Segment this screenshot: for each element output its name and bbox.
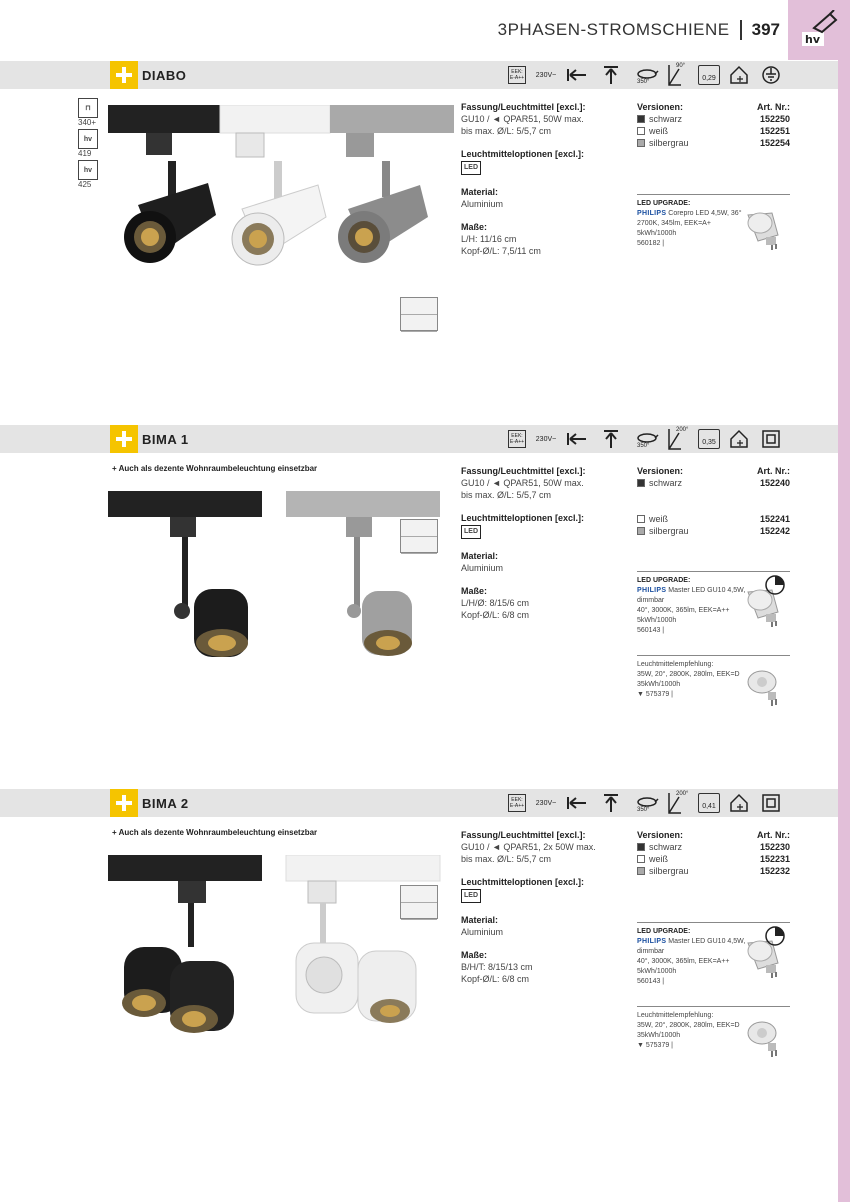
spec-fassung-2: bis max. Ø/L: 5/5,7 cm: [461, 490, 552, 500]
hv-icon: hv: [78, 129, 98, 149]
rotation-icon: [634, 427, 660, 451]
version-name: schwarz: [649, 478, 683, 488]
upgrade-line-1: Corepro LED 4,5W, 36°: [668, 210, 742, 217]
page-title: 3PHASEN-STROMSCHIENE: [497, 20, 730, 39]
spec-optionen-heading: Leuchtmitteloptionen [excl.]:: [461, 877, 585, 887]
led-upgrade-box: [637, 194, 790, 249]
product-image: [108, 855, 454, 1045]
color-swatch: [637, 115, 645, 123]
voltage-label: 230V~: [535, 799, 557, 807]
versions-heading: Versionen:: [637, 830, 684, 840]
color-swatch: [637, 127, 645, 135]
article-number: 152242: [759, 526, 790, 536]
product-note: + Auch als dezente Wohnraumbeleuchtung einsetzbar: [112, 464, 318, 473]
upgrade-line-1: Master LED GU10 4,5W,: [668, 938, 746, 945]
plus-icon: [110, 789, 138, 817]
artnr-heading: Art. Nr.:: [756, 830, 790, 840]
color-swatch: [637, 843, 645, 851]
article-number: 152241: [759, 514, 790, 524]
article-number: 152232: [759, 866, 790, 876]
weight-badge: 0,41: [698, 793, 720, 813]
spec-material-heading: Material:: [461, 915, 499, 925]
spec-material: Aluminium: [461, 199, 504, 209]
versions-heading: Versionen:: [637, 102, 684, 112]
spec-fassung-heading: Fassung/Leuchtmittel [excl.]:: [461, 102, 586, 112]
upgrade-line-3: 5kWh/1000h: [637, 230, 677, 237]
spec-masse-2: Kopf-Ø/L: 6/8 cm: [461, 974, 530, 984]
weight-badge: 0,29: [698, 65, 720, 85]
bulb-recommendation-box: [637, 1006, 790, 1051]
versions-heading: Versionen:: [637, 466, 684, 476]
spec-fassung-2: bis max. Ø/L: 5/5,7 cm: [461, 126, 552, 136]
version-name: silbergrau: [649, 866, 689, 876]
spec-material: Aluminium: [461, 927, 504, 937]
product-image: [108, 491, 454, 681]
spec-masse-2: Kopf-Ø/L: 7,5/11 cm: [461, 246, 541, 256]
philips-logo: PHILIPS: [637, 210, 667, 217]
product-name: BIMA 2: [142, 796, 189, 811]
indoor-icon: [728, 65, 750, 85]
spec-masse-1: B/H/T: 8/15/13 cm: [461, 962, 533, 972]
rec-line-1: 35W, 20°, 2800K, 280lm, EEK=D: [637, 1022, 740, 1029]
side-marker-2: 419: [78, 149, 92, 158]
tilt-icon: [660, 791, 690, 815]
rotation-icon: [634, 791, 660, 815]
led-bulb-image: [742, 209, 786, 255]
indoor-icon: [728, 429, 750, 449]
eek-icon: EEK: E-A++: [508, 430, 526, 448]
philips-logo: PHILIPS: [637, 587, 667, 594]
artnr-heading: Art. Nr.:: [756, 102, 790, 112]
upgrade-title: LED UPGRADE:: [637, 577, 691, 584]
spec-masse-1: L/H: 11/16 cm: [461, 234, 517, 244]
weight-badge: 0,35: [698, 429, 720, 449]
tilt-label: 200°: [676, 427, 689, 433]
article-number: 152231: [759, 854, 790, 864]
rec-line-1: 35W, 20°, 2800K, 280lm, EEK=D: [637, 671, 740, 678]
eek-icon: EEK: E-A++: [508, 794, 526, 812]
side-marker-1: 340+: [78, 118, 97, 127]
header-divider: [740, 20, 742, 40]
spec-masse-2: Kopf-Ø/L: 6/8 cm: [461, 610, 530, 620]
arrow-left-icon: [566, 429, 588, 449]
spec-fassung-2: bis max. Ø/L: 5/5,7 cm: [461, 854, 552, 864]
class-ii-icon: [760, 793, 782, 813]
upgrade-line-3: 40°, 3000K, 365lm, EEK=A++: [637, 607, 730, 614]
rotation-icon: [634, 63, 660, 87]
color-swatch: [637, 855, 645, 863]
rec-line-3: ▼ 575379 |: [637, 691, 673, 698]
upgrade-line-4: 5kWh/1000h: [637, 968, 677, 975]
led-badge: LED: [461, 525, 481, 539]
version-row: [637, 477, 790, 489]
arrow-up-icon: [600, 429, 622, 449]
color-swatch: [637, 527, 645, 535]
halogen-bulb-image: [742, 668, 786, 712]
spec-material-heading: Material:: [461, 187, 499, 197]
color-swatch: [637, 479, 645, 487]
article-number: 152254: [759, 138, 790, 148]
color-swatch: [637, 867, 645, 875]
spec-block: [461, 101, 631, 257]
earth-icon: [760, 65, 782, 85]
article-number: 152251: [759, 126, 790, 136]
led-upgrade-box: [637, 922, 790, 987]
feature-icons: [508, 791, 782, 815]
product-name: BIMA 1: [142, 432, 189, 447]
versions-table: [637, 829, 790, 877]
dimmable-icon: [764, 574, 786, 600]
spec-masse-heading: Maße:: [461, 950, 488, 960]
page-number: 397: [751, 20, 780, 39]
color-swatch: [637, 515, 645, 523]
arrow-left-icon: [566, 65, 588, 85]
upgrade-line-3: 40°, 3000K, 365lm, EEK=A++: [637, 958, 730, 965]
philips-logo: PHILIPS: [637, 938, 667, 945]
article-number: 152250: [759, 114, 790, 124]
spec-fassung-heading: Fassung/Leuchtmittel [excl.]:: [461, 466, 586, 476]
spec-block: [461, 829, 631, 985]
spec-optionen-heading: Leuchtmitteloptionen [excl.]:: [461, 149, 585, 159]
rotation-label: 350°: [637, 807, 650, 813]
bulb-recommendation-box: [637, 655, 790, 700]
version-row: [637, 865, 790, 877]
spec-masse-heading: Maße:: [461, 586, 488, 596]
version-name: silbergrau: [649, 138, 689, 148]
spec-block: [461, 465, 631, 621]
upgrade-line-1: Master LED GU10 4,5W,: [668, 587, 746, 594]
section-tab: [788, 0, 850, 60]
product-image: [108, 105, 454, 335]
version-name: weiß: [649, 514, 669, 524]
tilt-icon: [660, 427, 690, 451]
voltage-label: 230V~: [535, 435, 557, 443]
spec-fassung-1: GU10 / ◄ QPAR51, 50W max.: [461, 114, 584, 124]
plus-icon: [110, 61, 138, 89]
page-edge-strip: [838, 0, 850, 1202]
feature-icons: [508, 427, 782, 451]
rec-line-2: 35kWh/1000h: [637, 681, 681, 688]
version-row: [637, 513, 790, 525]
upgrade-title: LED UPGRADE:: [637, 200, 691, 207]
arrow-up-icon: [600, 65, 622, 85]
version-name: weiß: [649, 126, 669, 136]
version-name: silbergrau: [649, 526, 689, 536]
version-row: [637, 113, 790, 125]
article-number: 152240: [759, 478, 790, 488]
version-row: [637, 137, 790, 149]
plus-icon: [110, 425, 138, 453]
artnr-heading: Art. Nr.:: [756, 466, 790, 476]
spec-material-heading: Material:: [461, 551, 499, 561]
led-upgrade-box: [637, 571, 790, 636]
upgrade-title: LED UPGRADE:: [637, 928, 691, 935]
rec-line-3: ▼ 575379 |: [637, 1042, 673, 1049]
spec-fassung-1: GU10 / ◄ QPAR51, 2x 50W max.: [461, 842, 596, 852]
article-number: 152230: [759, 842, 790, 852]
version-row: [637, 841, 790, 853]
product-name: DIABO: [142, 68, 187, 83]
version-row: [637, 525, 790, 537]
halogen-bulb-image: [742, 1019, 786, 1063]
arrow-left-icon: [566, 793, 588, 813]
upgrade-line-4: 560182 |: [637, 240, 665, 247]
spotlight-hv-icon: [800, 10, 840, 50]
hv-icon: hv: [78, 160, 98, 180]
version-row: [637, 853, 790, 865]
spec-fassung-heading: Fassung/Leuchtmittel [excl.]:: [461, 830, 586, 840]
dimmable-icon: [764, 925, 786, 951]
class-ii-icon: [760, 429, 782, 449]
product-note: + Auch als dezente Wohnraumbeleuchtung einsetzbar: [112, 828, 318, 837]
upgrade-line-2: dimmbar: [637, 948, 665, 955]
side-marker-3: 425: [78, 180, 92, 189]
rec-line-2: 35kWh/1000h: [637, 1032, 681, 1039]
spec-masse-1: L/H/Ø: 8/15/6 cm: [461, 598, 530, 608]
upgrade-line-5: 560143 |: [637, 978, 665, 985]
rotation-label: 350°: [637, 443, 650, 449]
rec-line-0: Leuchtmittelempfehlung:: [637, 1012, 714, 1019]
version-row: [637, 125, 790, 137]
feature-icons: [508, 63, 782, 87]
rec-line-0: Leuchtmittelempfehlung:: [637, 661, 714, 668]
color-swatch: [637, 139, 645, 147]
led-badge: LED: [461, 161, 481, 175]
arrow-up-icon: [600, 793, 622, 813]
page-header: [498, 20, 780, 40]
version-name: schwarz: [649, 114, 683, 124]
voltage-label: 230V~: [535, 71, 557, 79]
versions-table: [637, 465, 790, 537]
tilt-label: 200°: [676, 791, 689, 797]
eek-icon: EEK: E-A++: [508, 66, 526, 84]
version-name: schwarz: [649, 842, 683, 852]
versions-table: [637, 101, 790, 149]
spec-masse-heading: Maße:: [461, 222, 488, 232]
indoor-icon: [728, 793, 750, 813]
led-badge: LED: [461, 889, 481, 903]
upgrade-line-2: dimmbar: [637, 597, 665, 604]
upgrade-line-4: 5kWh/1000h: [637, 617, 677, 624]
spec-optionen-heading: Leuchtmitteloptionen [excl.]:: [461, 513, 585, 523]
rotation-label: 350°: [637, 79, 650, 85]
upgrade-line-2: 2700K, 345lm, EEK=A+: [637, 220, 711, 227]
track-icon: ⊓: [78, 98, 98, 118]
side-markers: [78, 96, 98, 189]
tilt-label: 90°: [676, 63, 686, 69]
spec-fassung-1: GU10 / ◄ QPAR51, 50W max.: [461, 478, 584, 488]
spec-material: Aluminium: [461, 563, 504, 573]
upgrade-line-5: 560143 |: [637, 627, 665, 634]
version-name: weiß: [649, 854, 669, 864]
tilt-icon: [660, 63, 690, 87]
svg-text:hv: hv: [805, 33, 821, 46]
